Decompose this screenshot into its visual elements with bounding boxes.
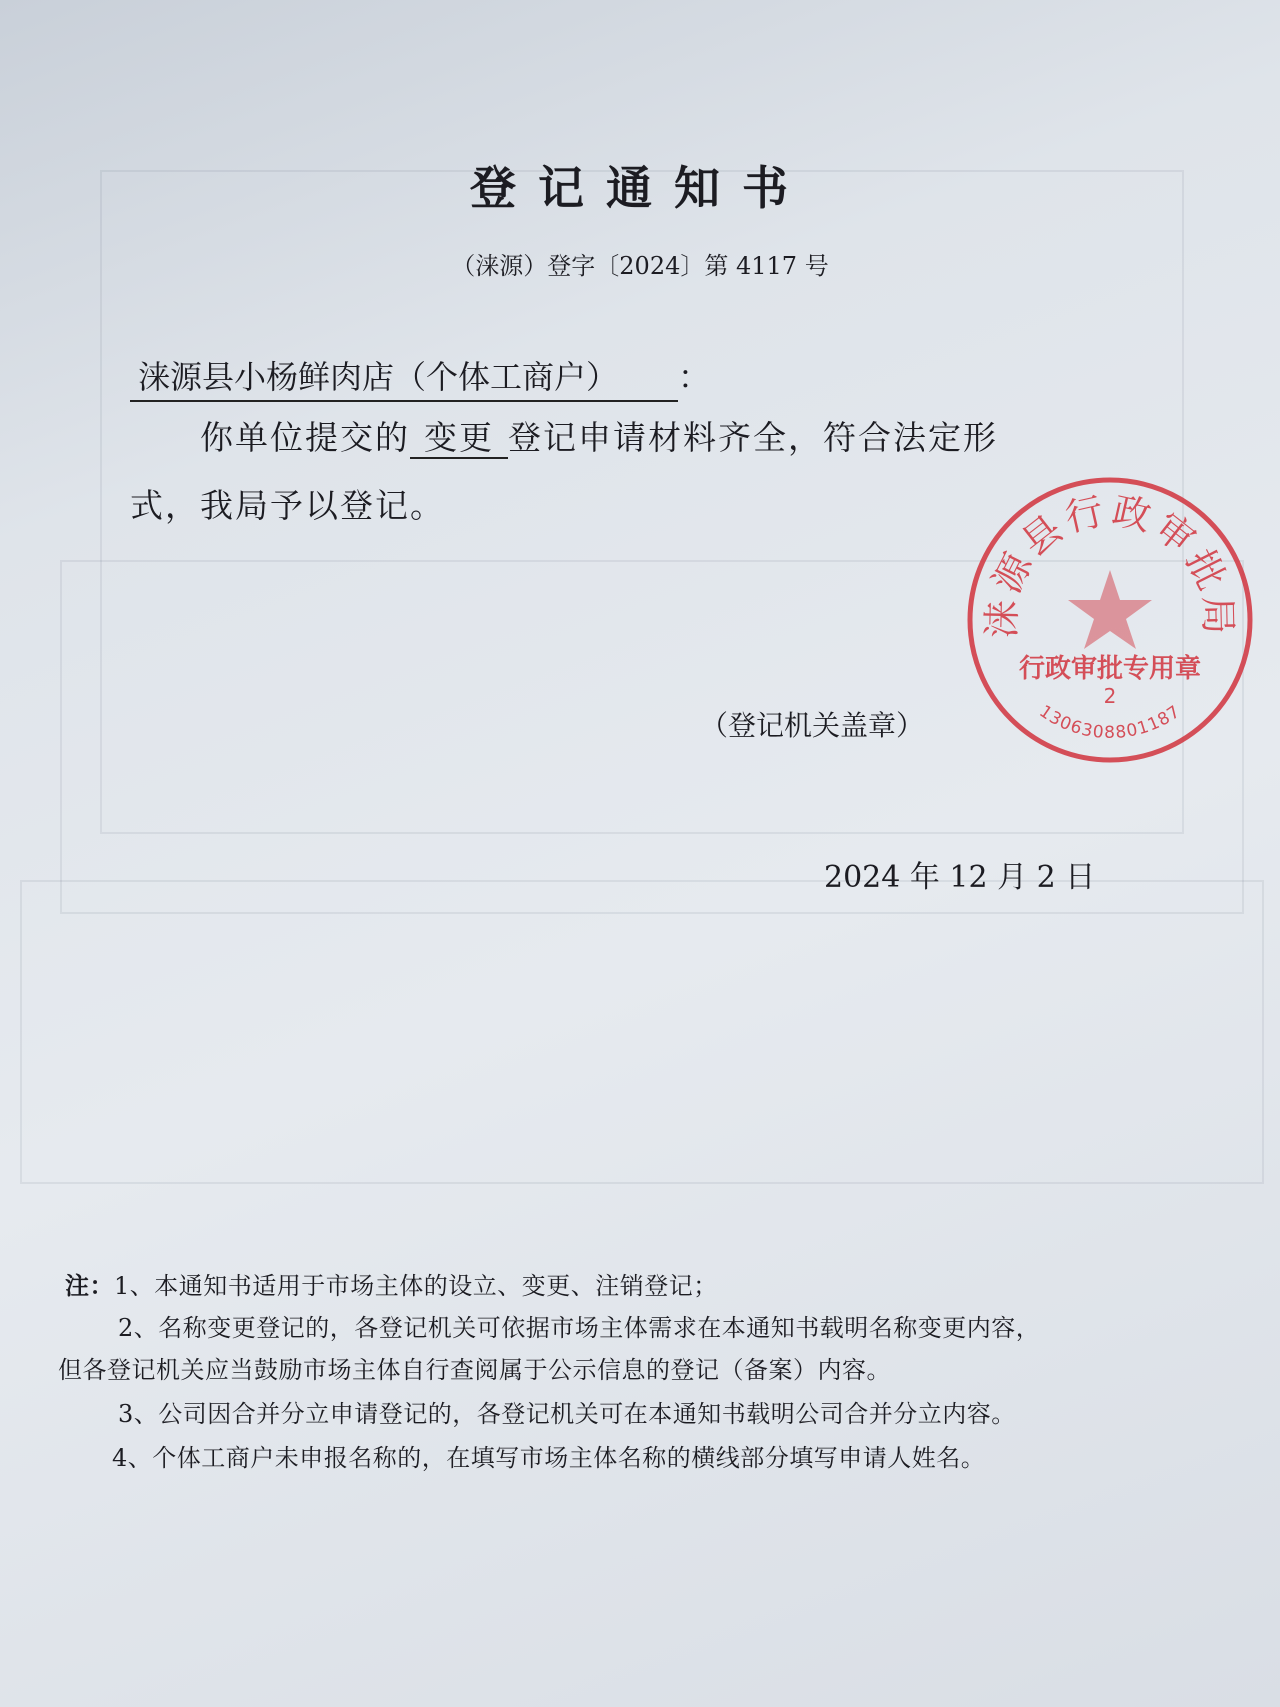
note-4: 4、个体工商户未申报名称的，在填写市场主体名称的横线部分填写申请人姓名。 <box>112 1444 986 1472</box>
addressee-name: 涞源县小杨鲜肉店（个体工商户） <box>130 352 678 402</box>
note-text: 1、本通知书适用于市场主体的设立、变更、注销登记； <box>114 1272 718 1300</box>
addressee-colon: ： <box>678 358 711 396</box>
body-prefix: 你单位提交的 <box>200 418 410 457</box>
seal-number: 2 <box>1103 684 1117 708</box>
seal-code: 1306308801187 <box>1035 701 1185 744</box>
star-icon <box>1068 570 1152 649</box>
body-line-2: 式，我局予以登记。 <box>130 486 445 525</box>
registration-type: 变更 <box>410 418 508 459</box>
note-3: 3、公司因合并分立申请登记的，各登记机关可在本通知书载明公司合并分立内容。 <box>118 1400 1016 1428</box>
notes-label: 注： <box>65 1271 114 1300</box>
seal-inner-text: 行政审批专用章 <box>1018 654 1202 684</box>
seal-label: （登记机关盖章） <box>700 709 925 742</box>
official-seal <box>965 475 1255 765</box>
show-through-form <box>20 880 1264 1184</box>
document-title: 登记通知书 <box>470 161 810 215</box>
addressee-line <box>130 352 710 402</box>
note-1 <box>65 1266 718 1301</box>
note-2: 2、名称变更登记的，各登记机关可依据市场主体需求在本通知书载明名称变更内容， <box>118 1314 1041 1342</box>
issue-date: 2024 年 12 月 2 日 <box>824 860 1096 895</box>
body-line-1 <box>200 412 998 459</box>
seal-outer-text: 涞源县行政审批局 <box>979 488 1241 639</box>
body-suffix: 登记申请材料齐全，符合法定形 <box>508 418 998 457</box>
document-number: （涞源）登字〔2024〕第 4117 号 <box>451 252 829 280</box>
note-2-cont: 但各登记机关应当鼓励市场主体自行查阅属于公示信息的登记（备案）内容。 <box>58 1356 891 1384</box>
